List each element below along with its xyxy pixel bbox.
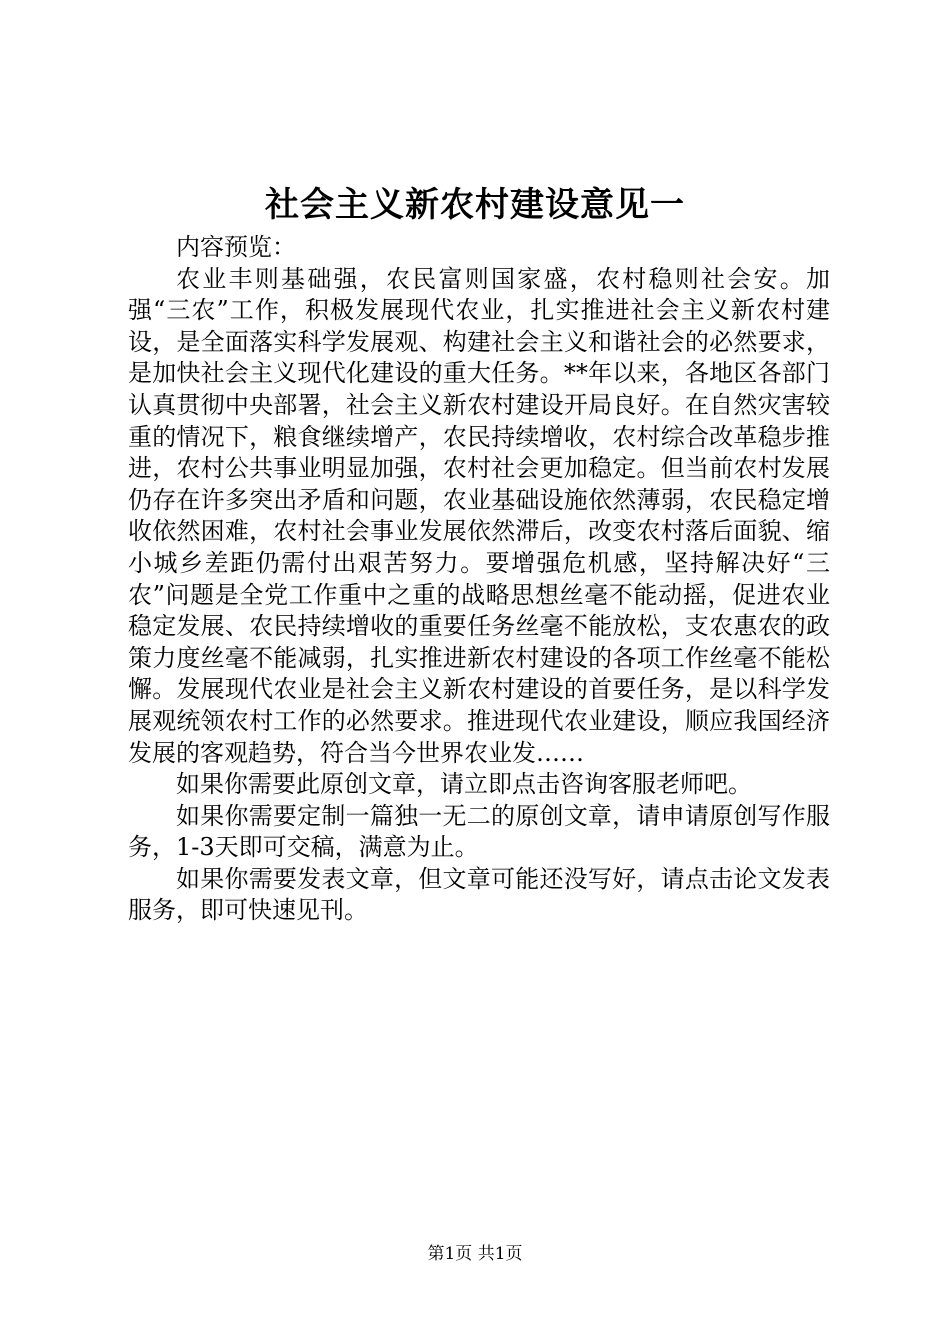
document-title: 社会主义新农村建设意见一 — [265, 185, 685, 225]
consult-note: 如果你需要此原创文章，请立即点击咨询客服老师吧。 — [176, 770, 752, 799]
preview-label: 内容预览： — [176, 233, 296, 261]
page-footer: 第1页 共1页 — [427, 1244, 523, 1264]
document-body — [128, 232, 830, 927]
main-paragraph: 农业丰则基础强，农民富则国家盛，农村稳则社会安。加强“三农”工作，积极发展现代农业，扎实推进社会主义新农村建设，是全面落实科学发展观、构建社会主义和谐社会的必然要求，是加快社会主义现代化建设的重大任务。**年以来，各地区各部门认真贯彻中央部署，社会主义新农村建设开局良好。在自然灾害较重的情况下，粮食继续增产，农民持续增收，农村综合改革稳步推进，农村公共事业明显加强，农村社会更加稳定。但当前农村发展仍存在许多突出矛盾和问题，农业基础设施依然薄弱，农民稳定增收依然困难，农村社会事业发展依然滞后，改变农村落后面貌、缩小城乡差距仍需付出艰苦努力。要增强危机感，坚持解决好“三农”问题是全党工作重中之重的战略思想丝毫不能动摇，促进农业稳定发展、农民持续增收的重要任务丝毫不能放松，支农惠农的政策力度丝毫不能减弱，扎实推进新农村建设的各项工作丝毫不能松懈。发展现代农业是社会主义新农村建设的首要任务，是以科学发展观统领农村工作的必然要求。推进现代农业建设，顺应我国经济发展的客观趋势，符合当今世界农业发…… — [128, 264, 830, 767]
custom-writing-note: 如果你需要定制一篇独一无二的原创文章，请申请原创写作服务，1-3天即可交稿，满意为止。 — [128, 801, 830, 862]
publish-note: 如果你需要发表文章，但文章可能还没写好，请点击论文发表服务，即可快速见刊。 — [128, 864, 830, 925]
